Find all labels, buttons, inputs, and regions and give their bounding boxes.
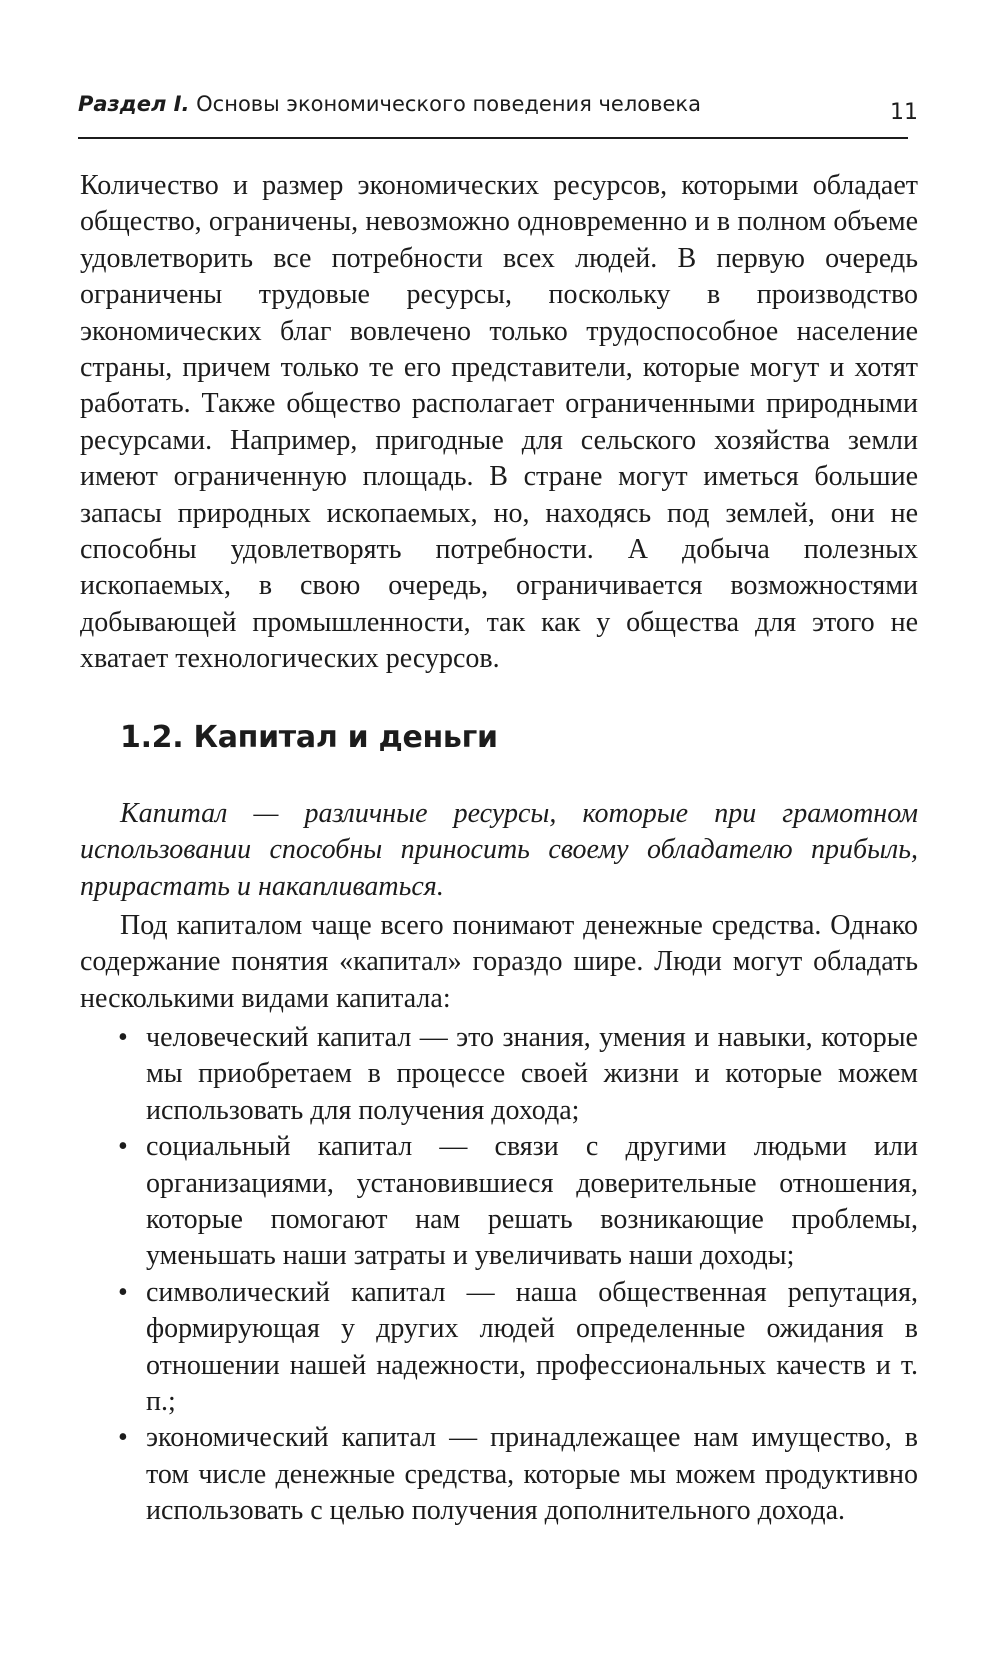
running-head-title: Основы экономического поведения человека [196, 92, 701, 116]
list-item-text: человеческий капитал — это знания, умения и навыки, которые мы приобретаем в процессе своей жизни и которые можем использовать для получения дохода; [146, 1022, 918, 1126]
bullet-marker: • [118, 1131, 128, 1163]
bullet-marker: • [118, 1022, 128, 1053]
running-head [78, 92, 908, 139]
bullet-marker: • [118, 1422, 128, 1454]
paragraph-capital: Под капиталом чаще всего понимают денежные средства. Однако содержание понятия «капитал» гораздо шире. Люди могут обладать несколькими видами капитала: [80, 910, 918, 1014]
list-item [80, 1275, 918, 1421]
page-number: 11 [890, 100, 918, 125]
section-heading: 1.2. Капитал и деньги [120, 720, 498, 755]
list-item-text: экономический капитал — принадлежащее нам имущество, в том числе денежные средства, которые мы можем продуктивно использовать с целью получения дополнительного дохода. [146, 1422, 918, 1527]
list-item-text: символический капитал — наша общественная репутация, формирующая у других людей определенные ожидания в отношении нашей надежности, профессиональных качеств и т. п.; [146, 1276, 918, 1418]
bullet-marker: • [118, 1276, 128, 1308]
list-item [80, 1420, 918, 1529]
list-item [80, 1129, 918, 1275]
paragraph-resources: Количество и размер экономических ресурсов, которыми обладает общество, ограничены, невозможно одновременно и в полном объеме удовлетворить все потребности всех людей. В первую очередь ограничены трудовые ресурсы, поскольку в производство экономических благ вовлечено только трудоспособное население страны, причем только те его представители, которые могут и хотят работать. Также общество располагает ограниченными природными ресурсами. Например, пригодные для сельского хозяйства земли имеют ограниченную площадь. В стране могут иметься большие запасы природных ископаемых, но, находясь под землей, они не способны удовлетворять потребности. А добыча полезных ископаемых, в свою очередь, ограничивается возможностями добывающей промышленности, так как у общества для этого не хватает технологических ресурсов. [80, 170, 918, 675]
list-item-text: социальный капитал — связи с другими людьми или организациями, установившиеся доверительные отношения, которые помогают нам решать возникающие проблемы, уменьшать наши затраты и увеличивать наши доходы; [146, 1131, 918, 1272]
list-item [80, 1020, 918, 1129]
capital-types-list [80, 1020, 918, 1530]
running-head-section: Раздел I. [78, 92, 190, 116]
capital-definition: Капитал — различные ресурсы, которые при грамотном использовании способны приносить своему обладателю прибыль, прирастать и накапливаться. [80, 798, 918, 902]
